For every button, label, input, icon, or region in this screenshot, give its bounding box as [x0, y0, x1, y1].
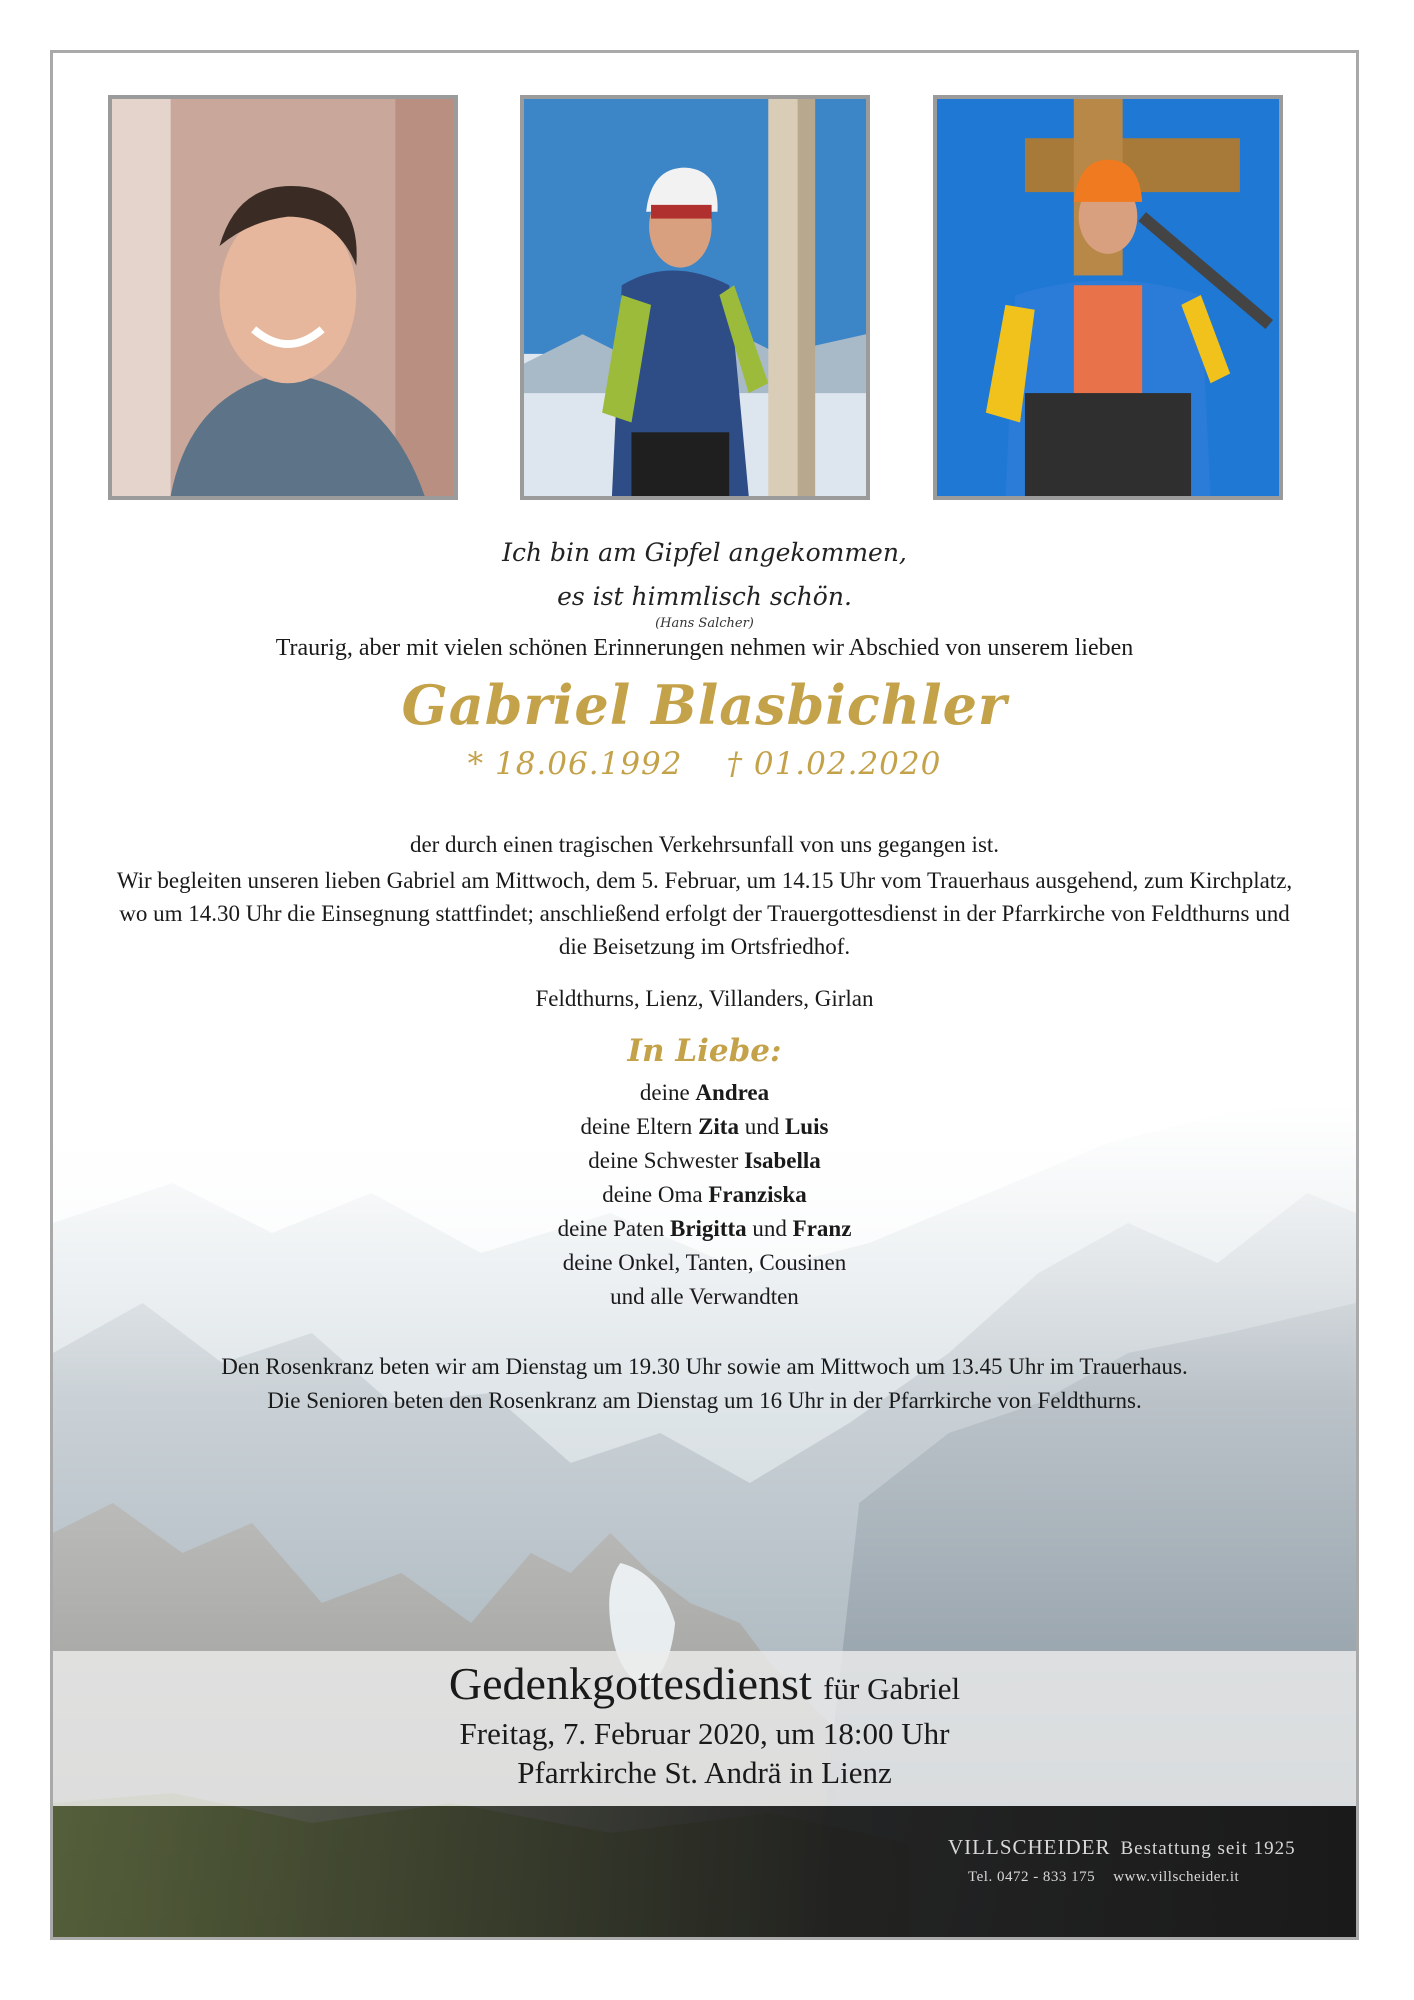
- mourner-line: deine Eltern Zita und Luis: [580, 1114, 829, 1139]
- mourner-line: deine Oma Franziska: [602, 1182, 807, 1207]
- quote: [53, 531, 1356, 619]
- mourner-line: deine Schwester Isabella: [588, 1148, 821, 1173]
- mourner-line: deine Andrea: [639, 1080, 770, 1105]
- undertaker-web: www.villscheider.it: [1113, 1869, 1240, 1885]
- deceased-name: Gabriel Blasbichler: [401, 673, 1008, 737]
- quote-line-2: es ist himmlisch schön.: [557, 582, 852, 611]
- memorial-title-suffix: für Gabriel: [823, 1671, 961, 1706]
- undertaker-phone: Tel. 0472 - 833 175: [968, 1869, 1096, 1885]
- intro-text: Traurig, aber mit vielen schönen Erinnerungen nehmen wir Abschied von unserem lieben: [275, 635, 1134, 661]
- mourner-line: deine Paten Brigitta und Franz: [557, 1216, 852, 1241]
- rosary-line-1: Den Rosenkranz beten wir am Dienstag um 19.30 Uhr sowie am Mittwoch um 13.45 Uhr im Trauerhaus.: [221, 1354, 1188, 1379]
- memorial-title-main: Gedenkgottesdienst: [448, 1658, 812, 1709]
- photo-portrait: [108, 95, 458, 500]
- undertaker-brand: VILLSCHEIDER: [948, 1835, 1111, 1859]
- cause-text: der durch einen tragischen Verkehrsunfall von uns gegangen ist.: [409, 832, 1000, 857]
- places: Feldthurns, Lienz, Villanders, Girlan: [535, 986, 874, 1011]
- memorial-title: [53, 1657, 1356, 1710]
- undertaker-tagline: Bestattung seit 1925: [1120, 1838, 1296, 1859]
- mourner-line: und alle Verwandten: [610, 1284, 799, 1309]
- undertaker-contact: [968, 1869, 1257, 1886]
- memorial-place: Pfarrkirche St. Andrä in Lienz: [517, 1755, 892, 1790]
- quote-author: (Hans Salcher): [655, 616, 754, 631]
- photo-summit-helmet: [520, 95, 870, 500]
- funeral-details: Wir begleiten unseren lieben Gabriel am Mittwoch, dem 5. Februar, um 14.15 Uhr vom Trauerhaus ausgehend, zum Kirchplatz, wo um 14.30 Uhr die Einsegnung stattfindet; anschließend erfolgt der Trauergottesdienst in der Pfarrkirche von Feldthurns und die Beisetzung im Ortsfriedhof.: [116, 868, 1293, 959]
- quote-line-1: Ich bin am Gipfel angekommen,: [502, 538, 907, 567]
- life-dates: [53, 746, 1356, 782]
- obituary-card: [50, 50, 1359, 1940]
- memorial-date: Freitag, 7. Februar 2020, um 18:00 Uhr: [459, 1716, 950, 1751]
- rosary-info: [53, 1350, 1356, 1418]
- birth-date: * 18.06.1992: [467, 746, 683, 782]
- in-love-heading: In Liebe:: [627, 1033, 782, 1069]
- death-date: † 01.02.2020: [726, 746, 942, 782]
- rosary-line-2: Die Senioren beten den Rosenkranz am Dienstag um 16 Uhr in der Pfarrkirche von Feldthurns.: [267, 1388, 1142, 1413]
- undertaker-logo: [948, 1835, 1296, 1860]
- mourners-list: [53, 1076, 1356, 1314]
- mourner-line: deine Onkel, Tanten, Cousinen: [562, 1250, 847, 1275]
- photo-summit-cross: [933, 95, 1283, 500]
